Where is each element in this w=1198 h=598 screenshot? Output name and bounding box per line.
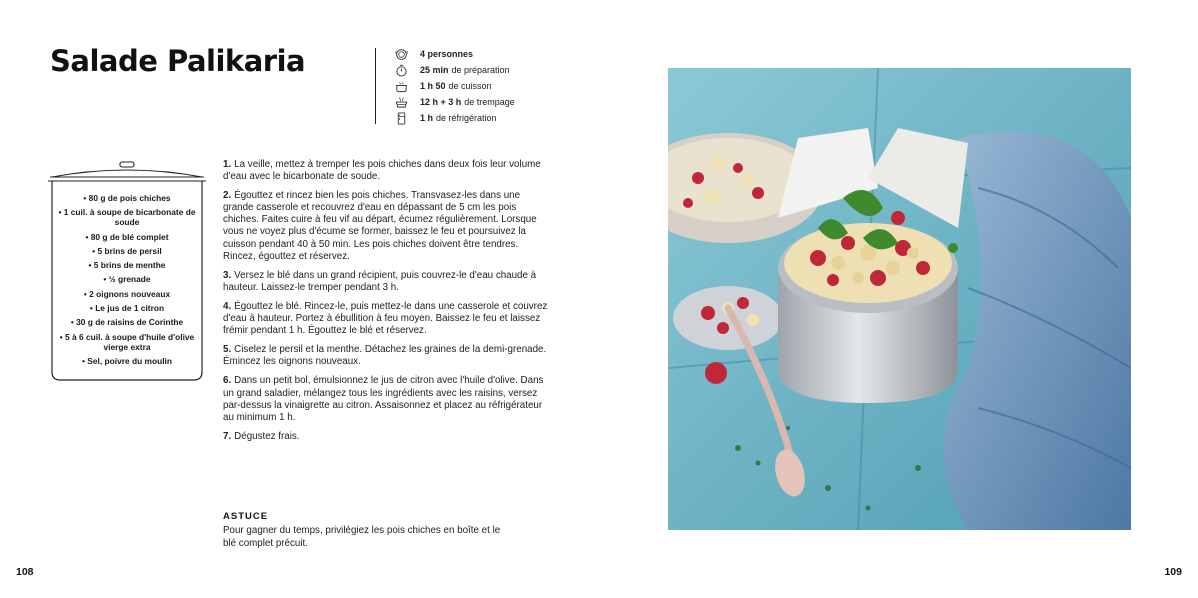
timer-icon: [395, 64, 408, 77]
step-4: 4. Égouttez le blé. Rincez-le, puis mettez-le dans une casserole et couvrez d'eau à hauteur. Portez à ébullition à feu moyen. Baissez le feu et laissez frémir pendant 1 h. Égouttez le blé et réservez.: [223, 300, 548, 337]
ingredient: • 2 oignons nouveaux: [56, 289, 198, 299]
ingredient: • 5 brins de persil: [56, 246, 198, 256]
ingredient: • ½ grenade: [56, 274, 198, 284]
ingredient: • 80 g de blé complet: [56, 232, 198, 242]
tip-text: Pour gagner du temps, privilégiez les pois chiches en boîte et le blé complet précuit.: [223, 525, 501, 549]
ingredient: • 5 brins de menthe: [56, 260, 198, 270]
ingredient: • 1 cuil. à soupe de bicarbonate de soude: [56, 207, 198, 227]
recipe-steps: [223, 159, 551, 450]
ingredient: • 5 à 6 cuil. à soupe d'huile d'olive vierge extra: [56, 332, 198, 352]
meta-cooking: 1 h 50 de cuisson: [395, 78, 645, 94]
page-number-right: 109: [1164, 566, 1182, 578]
meta-soaking: 12 h + 3 h de trempage: [395, 94, 645, 110]
meta-preparation: 25 min de préparation: [395, 62, 645, 78]
step-7: 7. Dégustez frais.: [223, 430, 300, 442]
meta-divider: [375, 48, 376, 124]
page-number-left: 108: [16, 566, 34, 578]
step-3: 3. Versez le blé dans un grand récipient, puis couvrez-le d'eau chaude à hauteur. Laissez-le tremper pendant 3 h.: [223, 269, 537, 293]
salad-photo: [668, 68, 1131, 530]
step-6: 6. Dans un petit bol, émulsionnez le jus de citron avec l'huile d'olive. Dans un grand saladier, mélangez tous les ingrédients avec les raisins, versez par-dessus la vinaigrette au citron. Assaisonnez et placez au réfrigérateur au minimum 1 h.: [223, 375, 544, 423]
recipe-meta: [395, 46, 645, 126]
meta-servings: 4 personnes: [395, 46, 645, 62]
ingredients-list: [56, 193, 198, 370]
cooking-pot-icon: [395, 80, 408, 93]
ingredient: • 80 g de pois chiches: [56, 193, 198, 203]
soaking-bowl-icon: [395, 96, 408, 109]
meta-fridge: 1 h de réfrigération: [395, 110, 645, 126]
step-2: 2. Égouttez et rincez bien les pois chiches. Transvasez-les dans une grande casserole et recouvrez d'eau en dépassant de 5 cm les pois chiches. Faites cuire à feu vif au départ, écumez régulièrement. Lorsque vous ne voyez plus d'écume se former, baissez le feu et poursuivez la cuisson pendant 40 à 50 min. Les pois chiches doivent être tendres. Rincez, égouttez et réservez.: [223, 190, 537, 262]
servings-icon: [395, 48, 408, 61]
fridge-icon: [395, 112, 408, 125]
recipe-title: Salade Palikaria: [50, 44, 306, 78]
step-1: 1. La veille, mettez à tremper les pois chiches dans deux fois leur volume d'eau avec le bicarbonate de soude.: [223, 159, 541, 183]
tip-heading: ASTUCE: [223, 511, 269, 522]
step-5: 5. Ciselez le persil et la menthe. Détachez les graines de la demi-grenade. Émincez les oignons nouveaux.: [223, 344, 547, 368]
ingredient: • Sel, poivre du moulin: [56, 356, 198, 366]
ingredient: • Le jus de 1 citron: [56, 303, 198, 313]
ingredient: • 30 g de raisins de Corinthe: [56, 317, 198, 327]
salad-photo-illustration: [668, 68, 1131, 530]
